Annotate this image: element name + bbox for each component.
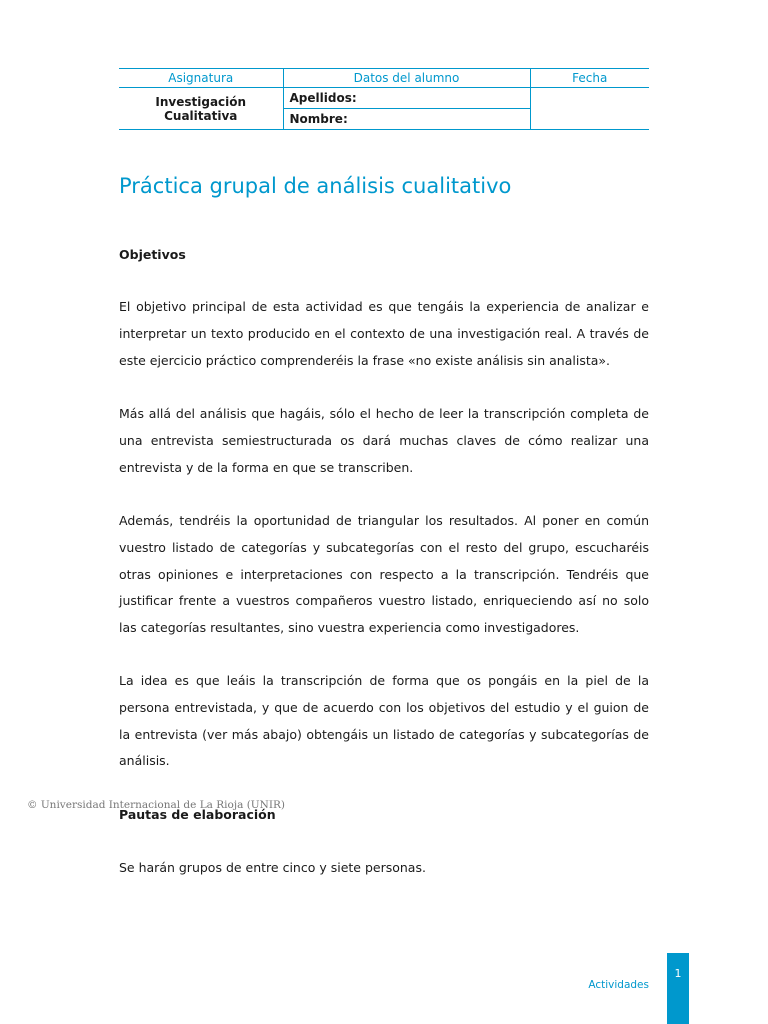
paragraph-3: Además, tendréis la oportunidad de triangular los resultados. Al poner en común vuestro listado de categorías y subcategorías con el resto del grupo, escucharéis otras opiniones e interpretaciones con respecto a la transcripción. Tendréis que justificar frente a vuestros compañeros vuestro listado, enriqueciendo así no solo las categorías resultantes, sino vuestra experiencia como investigadores.	[119, 513, 649, 636]
header-col-date: Fecha	[530, 69, 649, 88]
header-col-subject: Asignatura	[119, 69, 283, 88]
subject-value: Investigación Cualitativa	[119, 88, 283, 130]
surname-field[interactable]: Apellidos:	[283, 88, 530, 109]
name-field[interactable]: Nombre:	[283, 109, 530, 130]
paragraph-2: Más allá del análisis que hagáis, sólo el hecho de leer la transcripción completa de una entrevista semiestructurada os dará muchas claves de cómo realizar una entrevista y de la forma en que se transcriben.	[119, 406, 649, 475]
page-number-tab	[667, 953, 689, 1024]
header-col-student: Datos del alumno	[283, 69, 530, 88]
guidelines-heading: Pautas de elaboración	[119, 807, 276, 822]
page-number: 1	[674, 967, 682, 980]
copyright-notice: © Universidad Internacional de La Rioja (UNIR)	[27, 799, 285, 811]
paragraph-4: La idea es que leáis la transcripción de forma que os pongáis en la piel de la persona entrevistada, y que de acuerdo con los objetivos del estudio y el guion de la entrevista (ver más abajo) obtengáis un listado de categorías y subcategorías de análisis.	[119, 673, 649, 769]
paragraph-1: El objetivo principal de esta actividad es que tengáis la experiencia de analizar e interpretar un texto producido en el contexto de una investigación real. A través de este ejercicio práctico comprenderéis la frase «no existe análisis sin analista».	[119, 299, 649, 368]
objectives-heading: Objetivos	[119, 247, 186, 262]
page-title: Práctica grupal de análisis cualitativo	[119, 174, 512, 198]
date-field[interactable]	[530, 88, 649, 130]
guidelines-text: Se harán grupos de entre cinco y siete personas.	[119, 860, 426, 875]
footer-section-label: Actividades	[588, 979, 649, 991]
header-table	[119, 68, 649, 130]
